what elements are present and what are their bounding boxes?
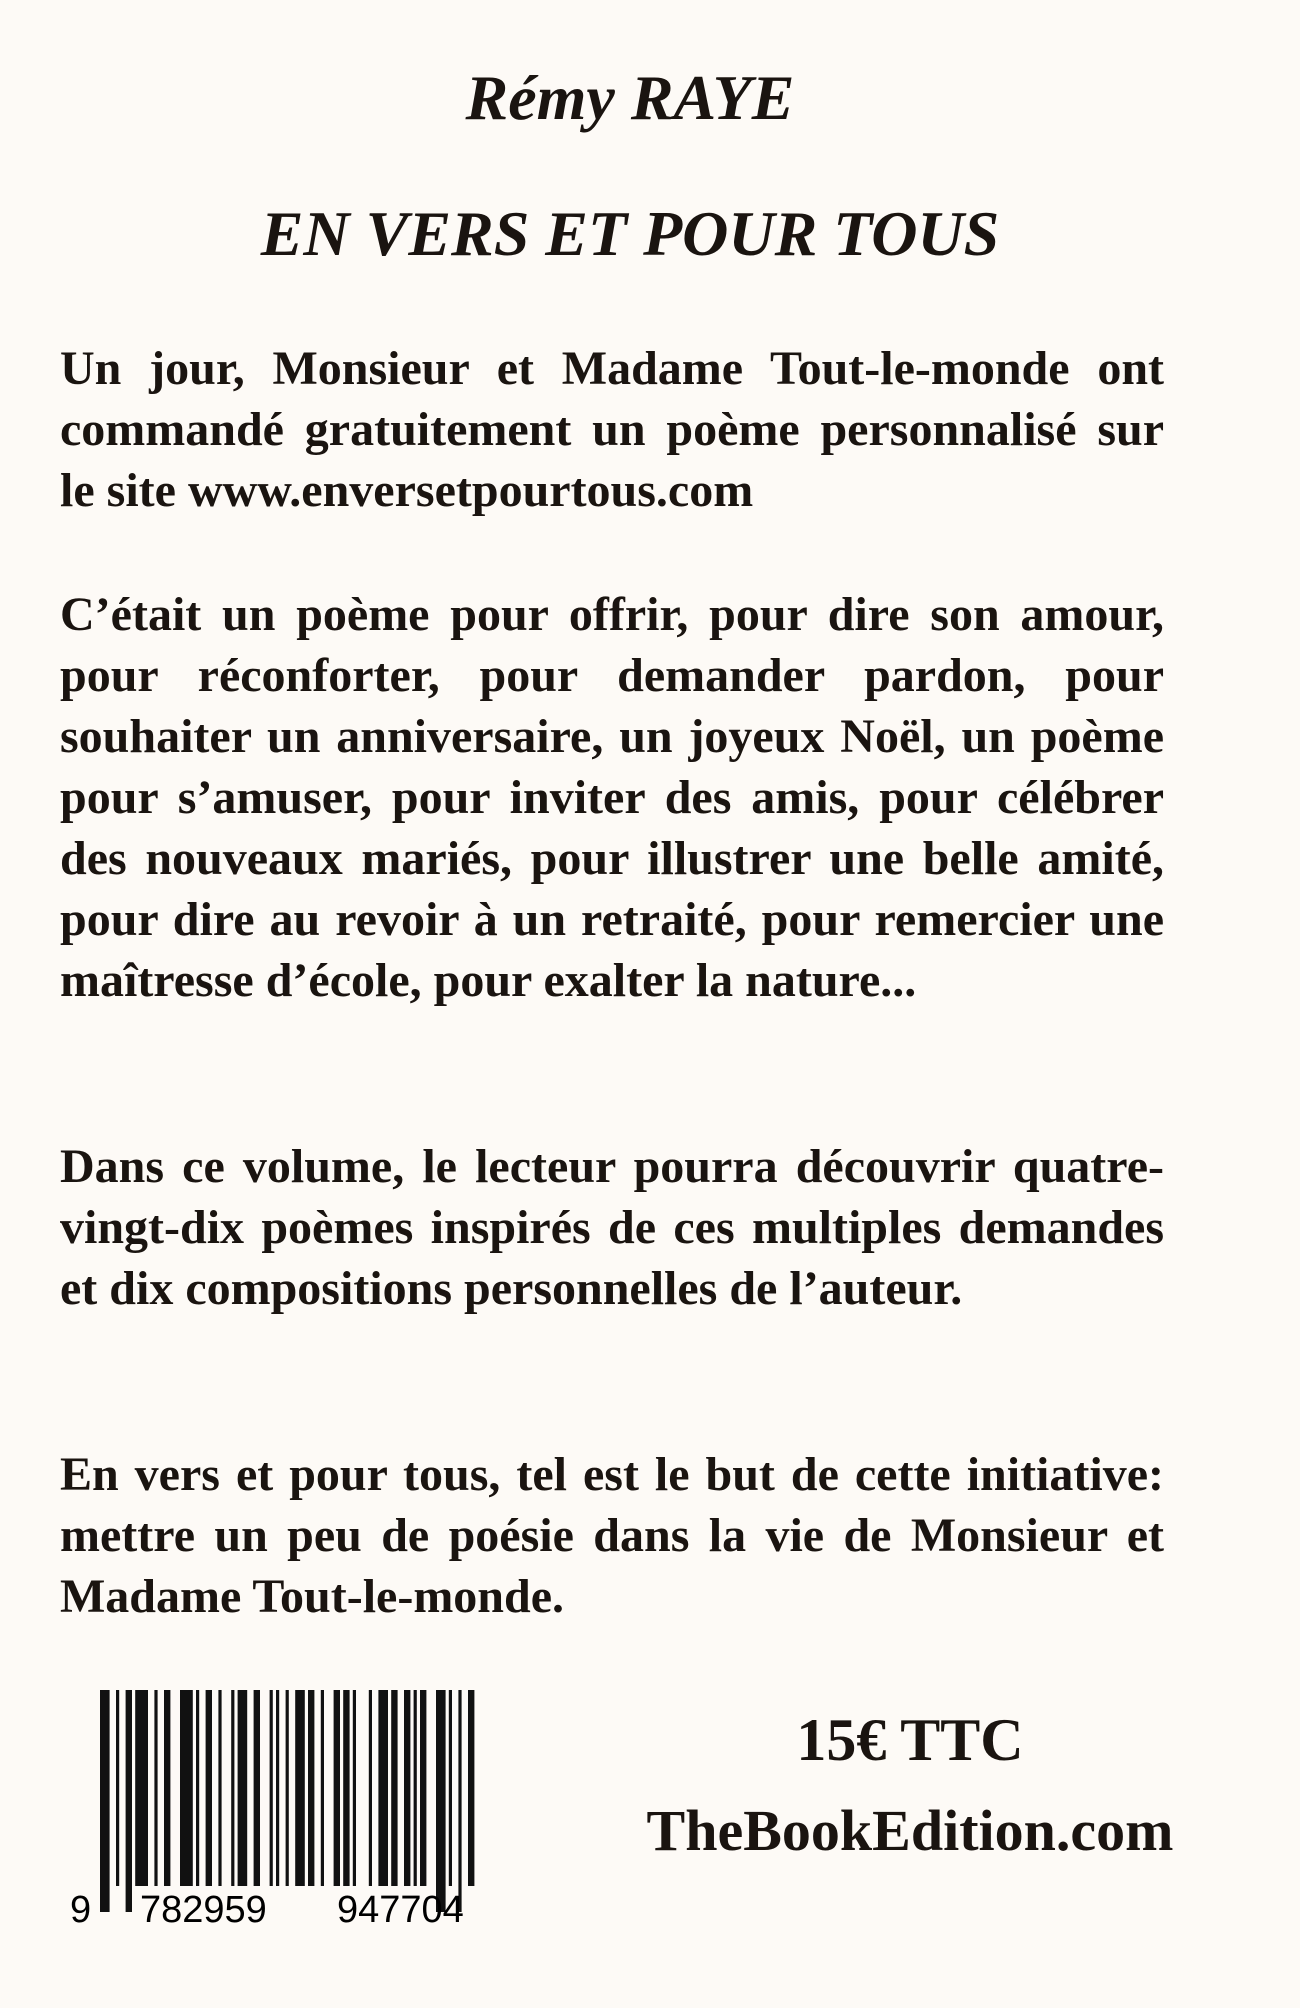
barcode-bar [458,1690,461,1912]
barcode-bar [295,1690,305,1886]
description-paragraph: Dans ce volume, le lecteur pourra découvrir quatre-vingt-dix poèmes inspirés de ces multiples demandes et dix compositions personnelles de l’auteur. [60,1140,1164,1315]
barcode-digit-first: 9 [70,1889,92,1930]
book-title: EN VERS ET POUR TOUS [260,198,1000,269]
barcode-bar [180,1690,193,1886]
description-paragraph: Un jour, Monsieur et Madame Tout-le-monde ont commandé gratuitement un poème personnalisé sur le site www.enversetpourtous.com [60,342,1164,517]
isbn-barcode [60,1690,500,1930]
barcode-bar [196,1690,199,1886]
barcode-bar [308,1690,314,1886]
barcode-bar [404,1690,410,1886]
barcode-digits-right: 947704 [337,1889,464,1930]
barcode-bar [378,1690,388,1886]
barcode-bar [164,1690,170,1886]
description-paragraph: C’était un poème pour offrir, pour dire son amour, pour réconforter, pour demander pardon, pour souhaiter un anniversaire, un joyeux Noël, un poème pour s’amuser, pour inviter des amis, pour célébrer des nouveaux mariés, pour illustrer une belle amité, pour dire au revoir à un retraité, pour remercier une maîtresse d’école, pour exalter la nature... [60,588,1164,1007]
barcode-graphic [60,1690,500,1930]
barcode-bar [286,1690,289,1886]
price-label: 15€ TTC [796,1707,1024,1773]
author-name: Rémy RAYE [465,62,795,133]
barcode-bar [276,1690,279,1886]
barcode-bar [414,1690,417,1886]
barcode-bar [334,1690,340,1886]
barcode-bar [254,1690,260,1886]
barcode-bar [238,1690,248,1886]
barcode-bar [270,1690,273,1886]
barcode-bar [100,1690,110,1912]
barcode-bar [116,1690,119,1886]
barcode-bar [449,1690,452,1886]
barcode-bar [206,1690,212,1886]
barcode-bar [343,1690,349,1886]
barcode-bar [420,1690,426,1886]
barcode-digits-left: 782959 [140,1889,267,1930]
barcode-bar [391,1690,397,1886]
barcode-bar [468,1690,474,1886]
barcode-bar [135,1690,148,1886]
barcode-bar [231,1690,234,1886]
description-paragraph: En vers et pour tous, tel est le but de cette initiative: mettre un peu de poésie dans la vie de Monsieur et Madame Tout-le-monde. [60,1448,1164,1623]
barcode-bar [126,1690,132,1912]
barcode-bar [353,1690,356,1886]
barcode-bar [436,1690,446,1912]
barcode-bar [154,1690,157,1886]
barcode-bar [218,1690,221,1886]
barcode-bar [321,1690,324,1886]
barcode-bar [369,1690,372,1886]
publisher-name: TheBookEdition.com [646,1798,1174,1863]
